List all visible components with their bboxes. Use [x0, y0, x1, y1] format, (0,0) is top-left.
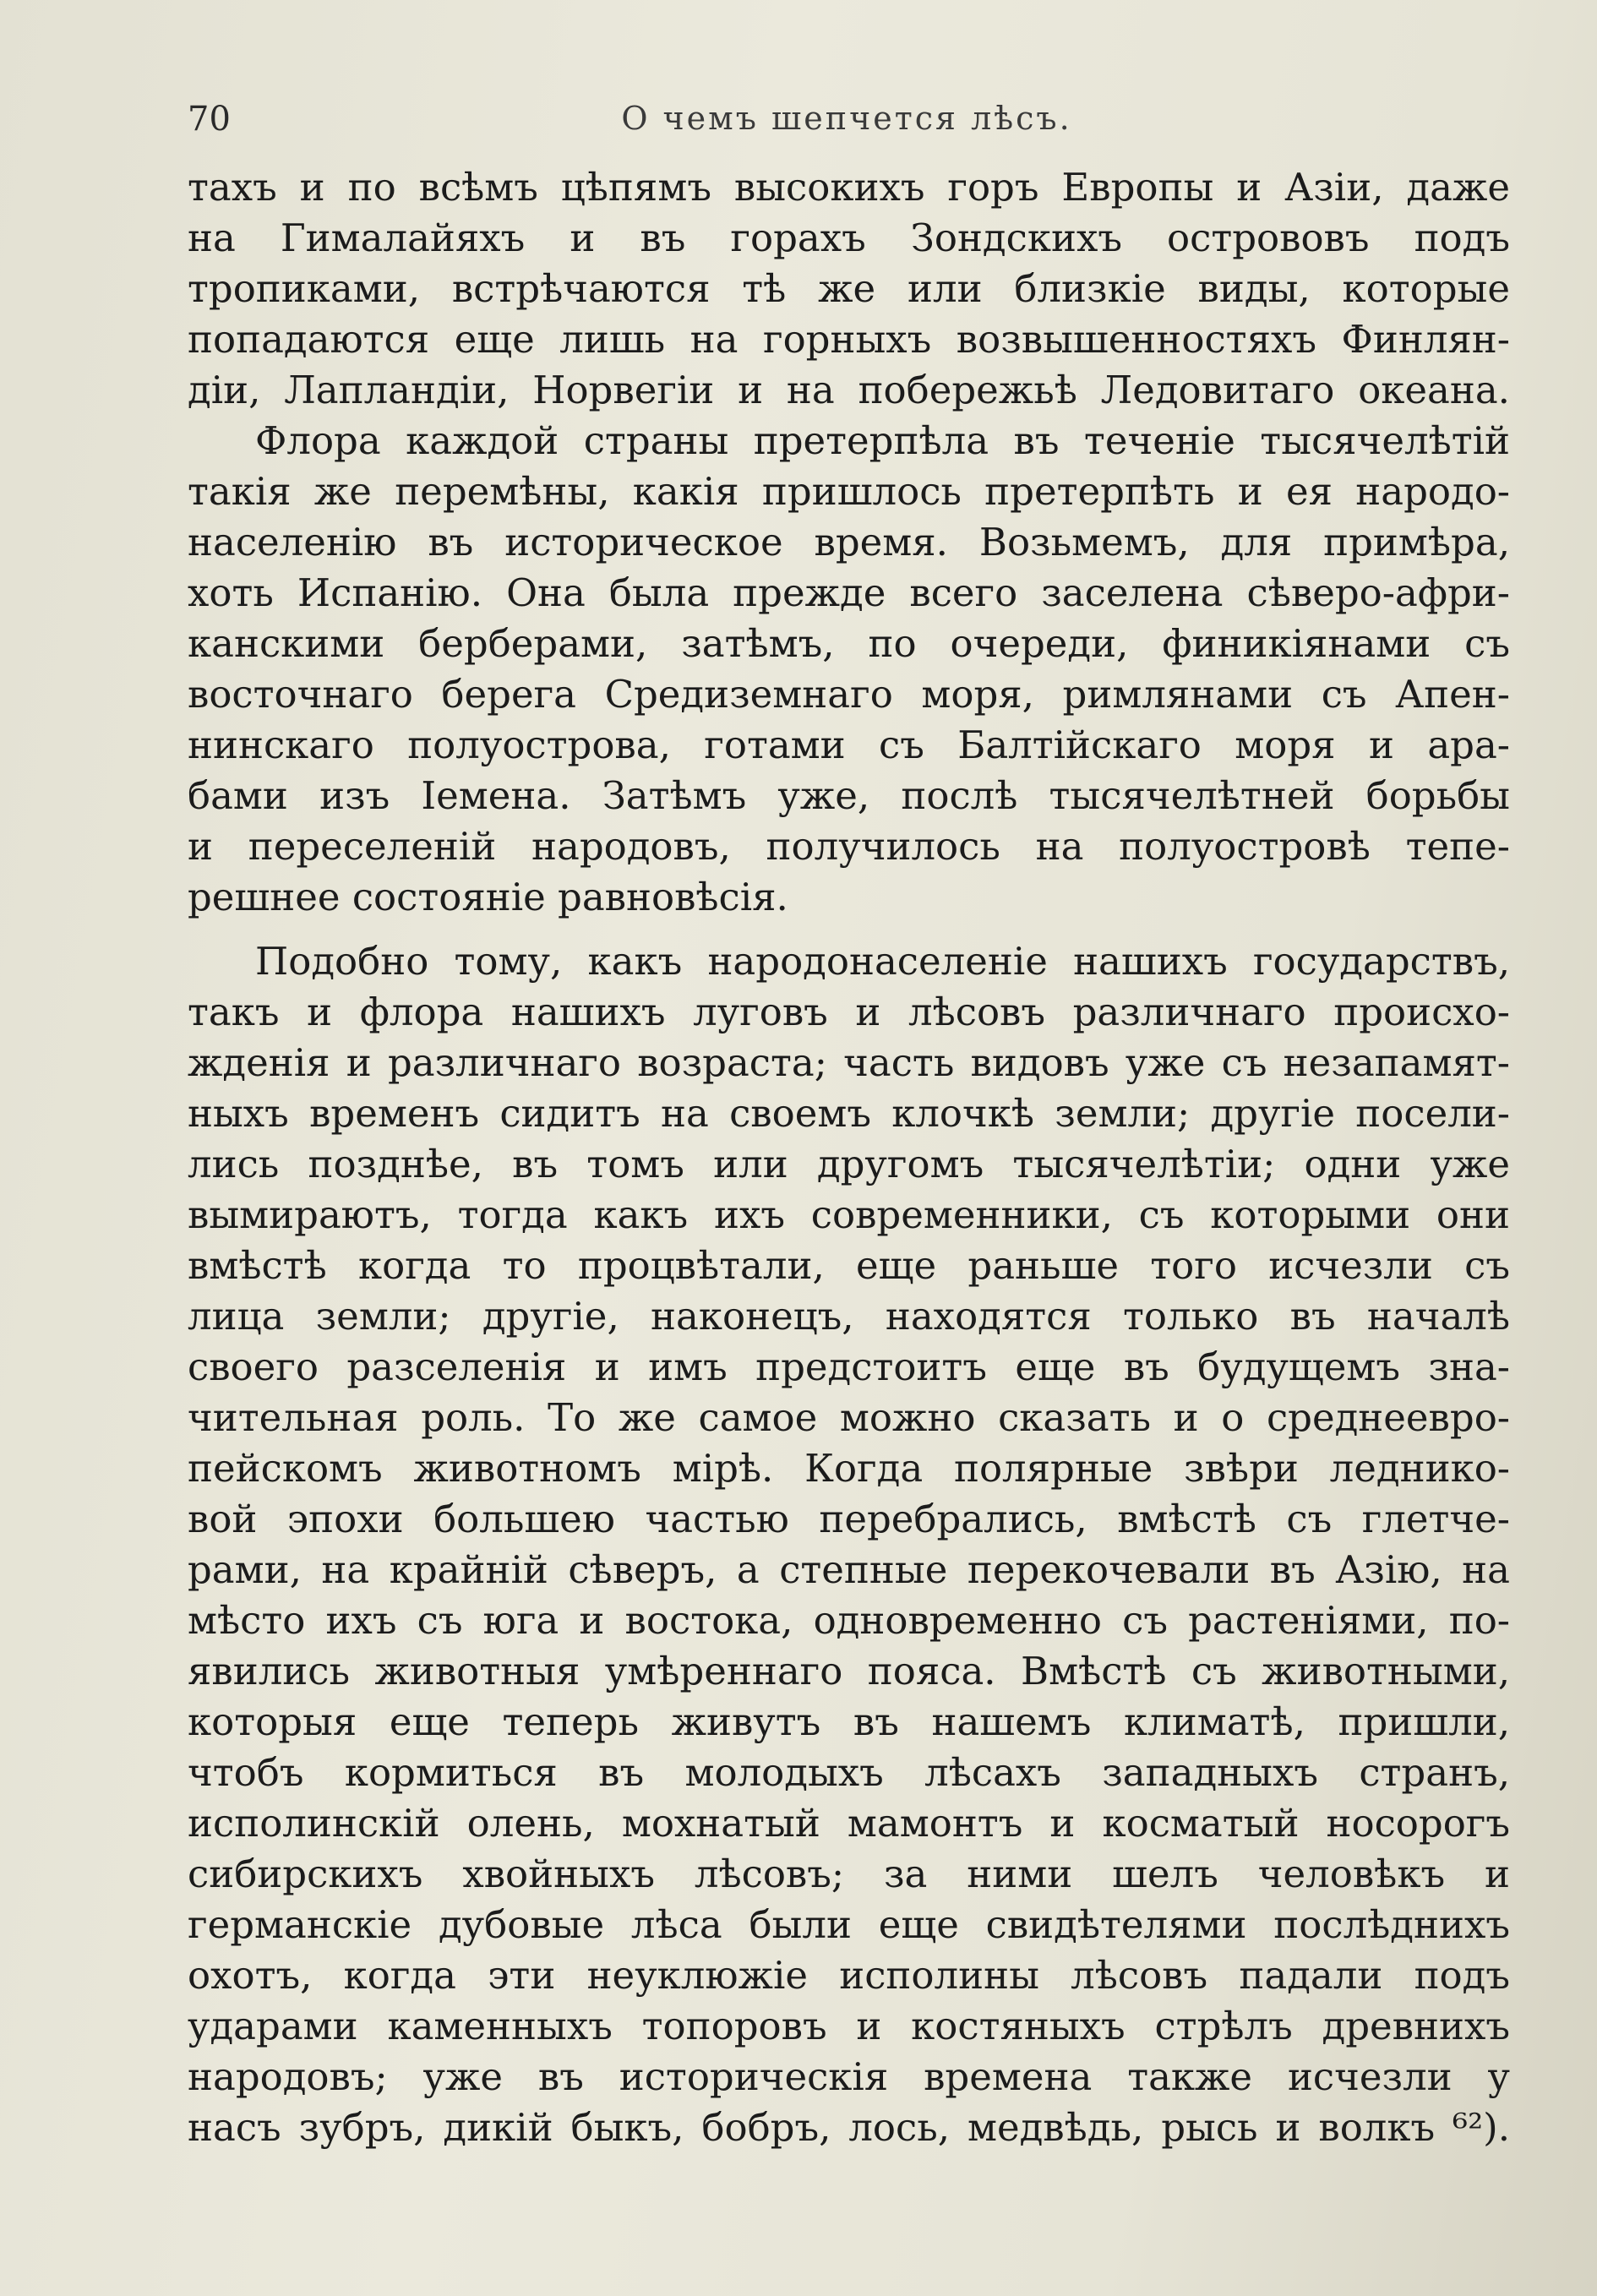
text-line: лица земли; другіе, наконецъ, находятся только въ началѣ [188, 1294, 1510, 1339]
text-line: попадаются еще лишь на горныхъ возвышенностяхъ Финлян- [188, 317, 1510, 362]
text-line: мѣсто ихъ съ юга и востока, одновременно съ растеніями, по- [188, 1598, 1510, 1643]
text-line: рами, на крайній сѣверъ, а степные перекочевали въ Азію, на [188, 1547, 1510, 1592]
text-line: ударами каменныхъ топоровъ и костяныхъ стрѣлъ древнихъ [188, 2004, 1510, 2048]
text-line: вой эпохи большею частью перебрались, вмѣстѣ съ глетче- [188, 1497, 1510, 1541]
text-line: хоть Испанію. Она была прежде всего заселена сѣверо-афри- [188, 570, 1510, 615]
text-line: насъ зубръ, дикій быкъ, бобръ, лось, медвѣдь, рысь и волкъ ⁶²). [188, 2105, 1510, 2150]
text-line: сибирскихъ хвойныхъ лѣсовъ; за ними шелъ человѣкъ и [188, 1852, 1510, 1896]
text-line: чтобъ кормиться въ молодыхъ лѣсахъ западныхъ странъ, [188, 1750, 1510, 1795]
paragraph-3 [188, 936, 1510, 2153]
text-line: канскими берберами, затѣмъ, по очереди, финикіянами съ [188, 621, 1510, 666]
text-line: и переселеній народовъ, получилось на полуостровѣ тепе- [188, 824, 1510, 869]
running-title: О чемъ шепчется лѣсъ. [621, 100, 1072, 137]
text-line: охотъ, когда эти неуклюжіе исполины лѣсовъ падали подъ [188, 1953, 1510, 1998]
paragraph-1 [188, 162, 1510, 416]
paragraph-2 [188, 416, 1510, 923]
text-line: нинскаго полуострова, готами съ Балтійскаго моря и ара- [188, 723, 1510, 767]
text-line: діи, Лапландіи, Норвегіи и на побережьѣ Ледовитаго океана. [188, 368, 1510, 412]
text-line: тахъ и по всѣмъ цѣпямъ высокихъ горъ Европы и Азіи, даже [188, 165, 1510, 210]
text-line: своего разселенія и имъ предстоитъ еще въ будущемъ зна- [188, 1344, 1510, 1389]
page-number: 70 [188, 100, 231, 139]
text-line: Флора каждой страны претерпѣла въ теченіе тысячелѣтій [255, 418, 1510, 463]
text-line: лись позднѣе, въ томъ или другомъ тысячелѣтіи; одни уже [188, 1142, 1510, 1186]
text-line: вмѣстѣ когда то процвѣтали, еще раньше того исчезли съ [188, 1243, 1510, 1288]
body-text [188, 162, 1510, 2153]
text-line: ныхъ временъ сидитъ на своемъ клочкѣ земли; другіе посели- [188, 1091, 1510, 1136]
text-line: исполинскій олень, мохнатый мамонтъ и косматый носорогъ [188, 1801, 1510, 1846]
text-line: народовъ; уже въ историческія времена также исчезли у [188, 2054, 1510, 2099]
text-line: такъ и флора нашихъ луговъ и лѣсовъ различнаго происхо- [188, 990, 1510, 1034]
text-line: пейскомъ животномъ мірѣ. Когда полярные звѣри леднико- [188, 1446, 1510, 1491]
text-line: жденія и различнаго возраста; часть видовъ уже съ незапамят- [188, 1040, 1510, 1085]
text-line: тропиками, встрѣчаются тѣ же или близкіе виды, которые [188, 266, 1510, 311]
text-line: на Гималайяхъ и въ горахъ Зондскихъ острововъ подъ [188, 215, 1510, 260]
paragraph-gap [188, 923, 1510, 936]
text-line: явились животныя умѣреннаго пояса. Вмѣстѣ съ животными, [188, 1649, 1510, 1693]
text-line: восточнаго берега Средиземнаго моря, римлянами съ Апен- [188, 672, 1510, 717]
text-line: чительная роль. То же самое можно сказать и о среднеевро- [188, 1395, 1510, 1440]
text-line: бами изъ Іемена. Затѣмъ уже, послѣ тысячелѣтней борьбы [188, 773, 1510, 818]
text-line: германскіе дубовые лѣса были еще свидѣтелями послѣднихъ [188, 1902, 1510, 1947]
text-line: Подобно тому, какъ народонаселеніе нашихъ государствъ, [255, 939, 1510, 984]
text-line: населенію въ историческое время. Возьмемъ, для примѣра, [188, 520, 1510, 564]
text-line: решнее состояніе равновѣсія. [188, 875, 788, 919]
page-header [188, 100, 1506, 150]
text-line: вымираютъ, тогда какъ ихъ современники, съ которыми они [188, 1192, 1510, 1237]
text-line: такія же перемѣны, какія пришлось претерпѣть и ея народо- [188, 469, 1510, 514]
text-line: которыя еще теперь живутъ въ нашемъ климатѣ, пришли, [188, 1699, 1510, 1744]
